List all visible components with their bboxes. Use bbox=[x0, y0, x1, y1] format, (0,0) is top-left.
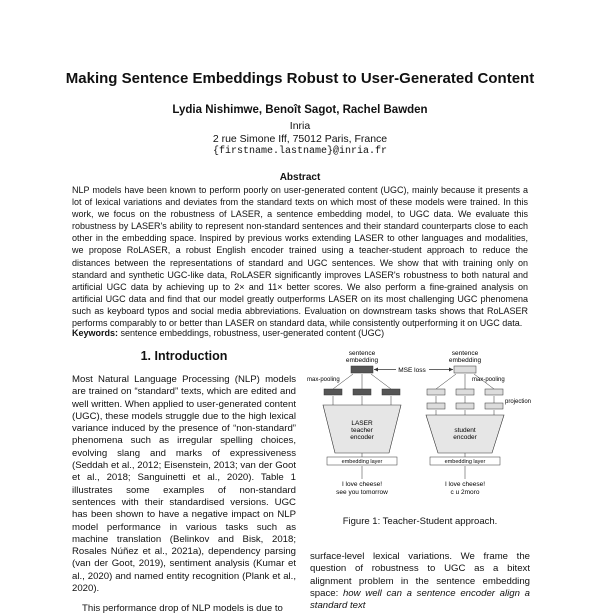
figure-caption: Figure 1: Teacher-Student approach. bbox=[342, 516, 498, 527]
student-encoder-label-2: encoder bbox=[453, 434, 477, 441]
section-title: 1. Introduction bbox=[140, 349, 228, 363]
teacher-encoder-label-2: teacher bbox=[351, 427, 373, 434]
teacher-hidden-3 bbox=[382, 389, 400, 395]
abstract-body: NLP models have been known to perform poorly on user-generated content (UGC), mainly because it presents a lot of lexical variations and deviates from the standard texts on which most of these models were trained. In this work, we focus on the robustness of LASER, a sentence embedding model, to UGC data. We evaluate this robustness by LASER's ability to represent non-standard sentences and their standard counterparts close to each other in the embedding space. Inspired by previous works extending LASER to other languages and modalities, we propose RoLASER, a robust English encoder trained using a teacher-student approach to reduce the distances between the representations of standard and UGC sentences. We show that with training only on standard and synthetic UGC-like data, RoLASER significantly improves LASER's robustness to both natural and artificial UGC data by achieving up to 2× and 11× better scores. We also perform a fine-grained analysis on artificial UGC data and find that our model greatly outperforms LASER on its most challenging UGC phenomena such as keyboard typos and social media abbreviations. Evaluation on downstream tasks shows that RoLASER performs comparably to or better than LASER on standard data, while consistently outperforming it on UGC data. bbox=[72, 185, 528, 329]
right-column-text: surface-level lexical variations. We frame the question of robustness to UGC as a bitext alignment problem in the sentence embedding space: bbox=[310, 551, 530, 599]
keywords bbox=[72, 328, 528, 338]
teacher-sentence-embedding bbox=[351, 366, 373, 373]
mse-arrowhead-left bbox=[374, 368, 378, 372]
right-embedding-label: sentence bbox=[451, 350, 479, 357]
teacher-input-2: see you tomorrow bbox=[336, 489, 388, 496]
teacher-student-figure bbox=[305, 345, 535, 507]
intro-left-column bbox=[72, 374, 296, 616]
student-input-1: I love cheese! bbox=[444, 481, 486, 488]
student-hidden-2 bbox=[456, 403, 474, 409]
student-proj-3 bbox=[485, 389, 503, 395]
teacher-input-1: I love cheese! bbox=[341, 481, 383, 488]
right-maxpool-label: max-pooling bbox=[472, 377, 505, 383]
student-hidden-1 bbox=[427, 403, 445, 409]
abstract-heading: Abstract bbox=[279, 172, 321, 183]
right-column-italic: how well can a sentence encoder align a standard text bbox=[310, 587, 530, 612]
teacher-hidden-2 bbox=[353, 389, 371, 395]
keywords-list: sentence embeddings, robustness, user-generated content (UGC) bbox=[120, 328, 385, 338]
intro-paragraph-2: This performance drop of NLP models is due to bbox=[82, 603, 283, 615]
email: {firstname.lastname}@inria.fr bbox=[212, 146, 388, 157]
left-maxpool-label: max-pooling bbox=[307, 377, 340, 383]
student-proj-2 bbox=[456, 389, 474, 395]
paper-authors: Lydia Nishimwe, Benoît Sagot, Rachel Bawden bbox=[172, 104, 428, 116]
affiliation: Inria bbox=[289, 120, 311, 132]
student-input-2: c u 2moro bbox=[450, 489, 480, 496]
student-encoder-label-1: student bbox=[454, 427, 476, 434]
mse-loss-label: MSE loss bbox=[398, 367, 426, 374]
teacher-encoder-label-1: LASER bbox=[351, 420, 373, 427]
student-proj-1 bbox=[427, 389, 445, 395]
keywords-label: Keywords: bbox=[72, 328, 119, 338]
mse-arrowhead-right bbox=[449, 368, 453, 372]
address: 2 rue Simone Iff, 75012 Paris, France bbox=[212, 133, 388, 145]
left-embedding-label-2: embedding bbox=[345, 357, 379, 364]
intro-paragraph-1: Most Natural Language Processing (NLP) models are trained on “standard” texts, which are edited and well written. When applied to user-generated content (UGC), these models struggle due to the high lexical variance induced by the presence of “non-standard” phenomena such as irregular spelling choices, evolving slang and marks of expressiveness (Seddah et al., 2012; Eisenstein, 2013; van der Goot et al., 2018; Sanguinetti et al., 2020). Table 1 illustrates some examples of non-standard sentences with their standardised versions. UGC has been shown to have a negative impact on NLP model performance in various tasks such as machine translation (Belinkov and Bisk, 2018; Rosales Núñez et al., 2021a), dependency parsing (van der Goot, 2019), sentiment analysis (Kumar et al., 2020) and named entity recognition (Plank et al., 2020). bbox=[72, 374, 296, 595]
left-embedding-label: sentence bbox=[348, 350, 376, 357]
teacher-encoder-label-3: encoder bbox=[350, 434, 374, 441]
teacher-embedding-layer-label: embedding layer bbox=[341, 459, 383, 465]
projection-label: projection bbox=[505, 399, 532, 405]
intro-right-column bbox=[310, 551, 530, 612]
right-embedding-label-2: embedding bbox=[448, 357, 482, 364]
student-embedding-layer-label: embedding layer bbox=[444, 459, 486, 465]
paper-title: Making Sentence Embeddings Robust to User-Generated Content bbox=[65, 70, 535, 87]
student-hidden-3 bbox=[485, 403, 503, 409]
student-sentence-embedding bbox=[454, 366, 476, 373]
teacher-hidden-1 bbox=[324, 389, 342, 395]
